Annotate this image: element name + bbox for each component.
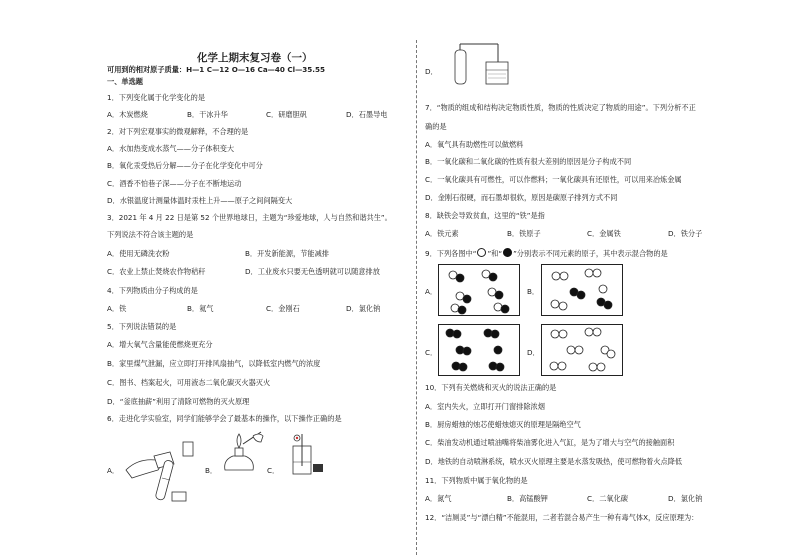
gas-test-illustration xyxy=(283,432,328,480)
q8-stem: 8．缺铁会导致贫血，这里的“铁”是指 xyxy=(425,211,545,220)
q10-option-a[interactable]: A．室内失火，立即打开门窗排除浓烟 xyxy=(425,402,545,411)
alcohol-lamp-illustration xyxy=(213,430,268,475)
q1-option-b[interactable]: B．干冰升华 xyxy=(187,110,228,119)
q7-option-a[interactable]: A．氧气具有助燃性可以做燃料 xyxy=(425,140,524,149)
q2-stem: 2．对下列宏观事实的微观解释，不合理的是 xyxy=(107,127,249,136)
q12-stem: 12．“洁厕灵”与“漂白精”不能混用，二者若混合易产生一种有毒气体X，反应原理为： xyxy=(425,513,699,522)
q5-stem: 5．下列说法错误的是 xyxy=(107,322,177,331)
q10-stem: 10．下列有关燃烧和灭火的说法正确的是 xyxy=(425,383,557,392)
q5-option-c[interactable]: C．图书、档案起火，可用液态二氧化碳灭火器灭火 xyxy=(107,378,271,387)
q3-option-d[interactable]: D．工业废水只要无色透明就可以随意排放 xyxy=(245,267,380,276)
q6-option-c[interactable]: C． xyxy=(267,466,280,475)
q6-option-b[interactable]: B． xyxy=(205,466,218,475)
q10-option-d[interactable]: D．地铁的自动喷淋系统，喷水灭火原理主要是水蒸发吸热，使可燃物着火点降低 xyxy=(425,457,683,466)
q8-option-d[interactable]: D．铁分子 xyxy=(668,229,703,238)
q6-option-d[interactable]: D． xyxy=(425,67,438,76)
q10-option-b[interactable]: B．厨房蜡烛的烛芯使蜡烛熄灭的原理是隔绝空气 xyxy=(425,420,581,429)
q9-option-d[interactable]: D． xyxy=(527,348,540,357)
q11-option-a[interactable]: A．氮气 xyxy=(425,494,452,503)
atomic-masses: 可用到的相对原子质量：H—1 C—12 O—16 Ca—40 Cl—35.55 xyxy=(107,65,326,74)
q9-diagram-a xyxy=(438,264,520,316)
q9-diagram-c xyxy=(438,324,520,376)
q3-option-a[interactable]: A．使用无磷洗衣粉 xyxy=(107,249,170,258)
q11-stem: 11．下列物质中属于氧化物的是 xyxy=(425,476,528,485)
q8-option-c[interactable]: C．金属铁 xyxy=(587,229,621,238)
q11-option-d[interactable]: D．氯化钠 xyxy=(668,494,703,503)
q9-option-b[interactable]: B． xyxy=(527,287,540,296)
q4-option-d[interactable]: D．氯化钠 xyxy=(346,304,381,313)
section-heading: 一、单选题 xyxy=(107,77,143,86)
q2-option-a[interactable]: A．水加热变成水蒸气——分子体积变大 xyxy=(107,144,235,153)
q9-stem-part-b: ”和“ xyxy=(487,249,503,258)
q3-option-c[interactable]: C．农业上禁止焚烧农作物秸秆 xyxy=(107,267,206,276)
q4-option-b[interactable]: B．氦气 xyxy=(187,304,214,313)
q1-option-a[interactable]: A．木炭燃烧 xyxy=(107,110,148,119)
q7-stem-2: 确的是 xyxy=(425,122,447,131)
q7-option-c[interactable]: C．一氧化碳具有可燃性，可以作燃料；一氧化碳具有还原性，可以用来冶炼金属 xyxy=(425,175,682,184)
q11-option-b[interactable]: B．高锰酸钾 xyxy=(507,494,548,503)
q8-option-a[interactable]: A．铁元素 xyxy=(425,229,459,238)
q4-stem: 4．下列物质由分子构成的是 xyxy=(107,286,198,295)
q7-option-d[interactable]: D．金刚石很硬，而石墨却很软，原因是碳原子排列方式不同 xyxy=(425,193,618,202)
q7-stem: 7．“物质的组成和结构决定物质性质，物质的性质决定了物质的用途”。下列分析不正 xyxy=(425,103,696,112)
q9-diagram-d xyxy=(541,324,623,376)
q3-option-b[interactable]: B．开发新能源，节能减排 xyxy=(245,249,329,258)
q4-option-c[interactable]: C．金刚石 xyxy=(266,304,300,313)
black-atom-icon xyxy=(503,248,512,257)
q4-option-a[interactable]: A．铁 xyxy=(107,304,127,313)
q8-option-b[interactable]: B．铁原子 xyxy=(507,229,541,238)
q9-option-c[interactable]: C． xyxy=(425,348,438,357)
column-divider xyxy=(416,40,417,555)
q9-stem-part-c: ”分别表示不同元素的原子，其中表示混合物的是 xyxy=(513,249,668,258)
q9-stem-part-a: 9．下列各图中“ xyxy=(425,249,477,258)
gas-collection-illustration xyxy=(440,40,520,90)
q6-stem: 6．走进化学实验室，同学们能够学会了最基本的操作，以下操作正确的是 xyxy=(107,414,342,423)
q5-option-a[interactable]: A．增大氧气含量能使燃烧更充分 xyxy=(107,340,213,349)
q10-option-c[interactable]: C．柴油发动机通过喷油嘴将柴油雾化进入气缸，是为了增大与空气的接触面积 xyxy=(425,438,675,447)
q3-stem-2: 下列说法不符合该主题的是 xyxy=(107,230,194,239)
q5-option-d[interactable]: D．“釜底抽薪”利用了清除可燃物的灭火原理 xyxy=(107,397,250,406)
white-atom-icon xyxy=(477,248,486,257)
page-title: 化学上期末复习卷（一） xyxy=(197,52,313,64)
q2-option-c[interactable]: C．酒香不怕巷子深——分子在不断地运动 xyxy=(107,179,242,188)
q2-option-d[interactable]: D．水银温度计测量体温时汞柱上升——原子之间间隔变大 xyxy=(107,196,293,205)
q1-option-c[interactable]: C．研磨胆矾 xyxy=(266,110,307,119)
q9-stem xyxy=(425,248,668,257)
q1-stem: 1．下列变化属于化学变化的是 xyxy=(107,93,206,102)
pouring-liquid-illustration xyxy=(118,430,198,505)
q5-option-b[interactable]: B．家里煤气泄漏，应立即打开排风扇抽气，以降低室内燃气的浓度 xyxy=(107,359,321,368)
q7-option-b[interactable]: B．一氧化碳和二氧化碳的性质有很大差别的原因是分子构成不同 xyxy=(425,157,632,166)
q11-option-c[interactable]: C．二氧化碳 xyxy=(587,494,628,503)
q2-option-b[interactable]: B．氧化汞受热后分解——分子在化学变化中可分 xyxy=(107,161,263,170)
q9-diagram-b xyxy=(541,264,623,316)
q3-stem: 3．2021 年 4 月 22 日是第 52 个世界地球日，主题为“珍爱地球，人与自然和谐共生”。 xyxy=(107,213,392,222)
q9-option-a[interactable]: A． xyxy=(425,287,438,296)
q1-option-d[interactable]: D．石墨导电 xyxy=(346,110,388,119)
q6-option-a[interactable]: A． xyxy=(107,466,120,475)
